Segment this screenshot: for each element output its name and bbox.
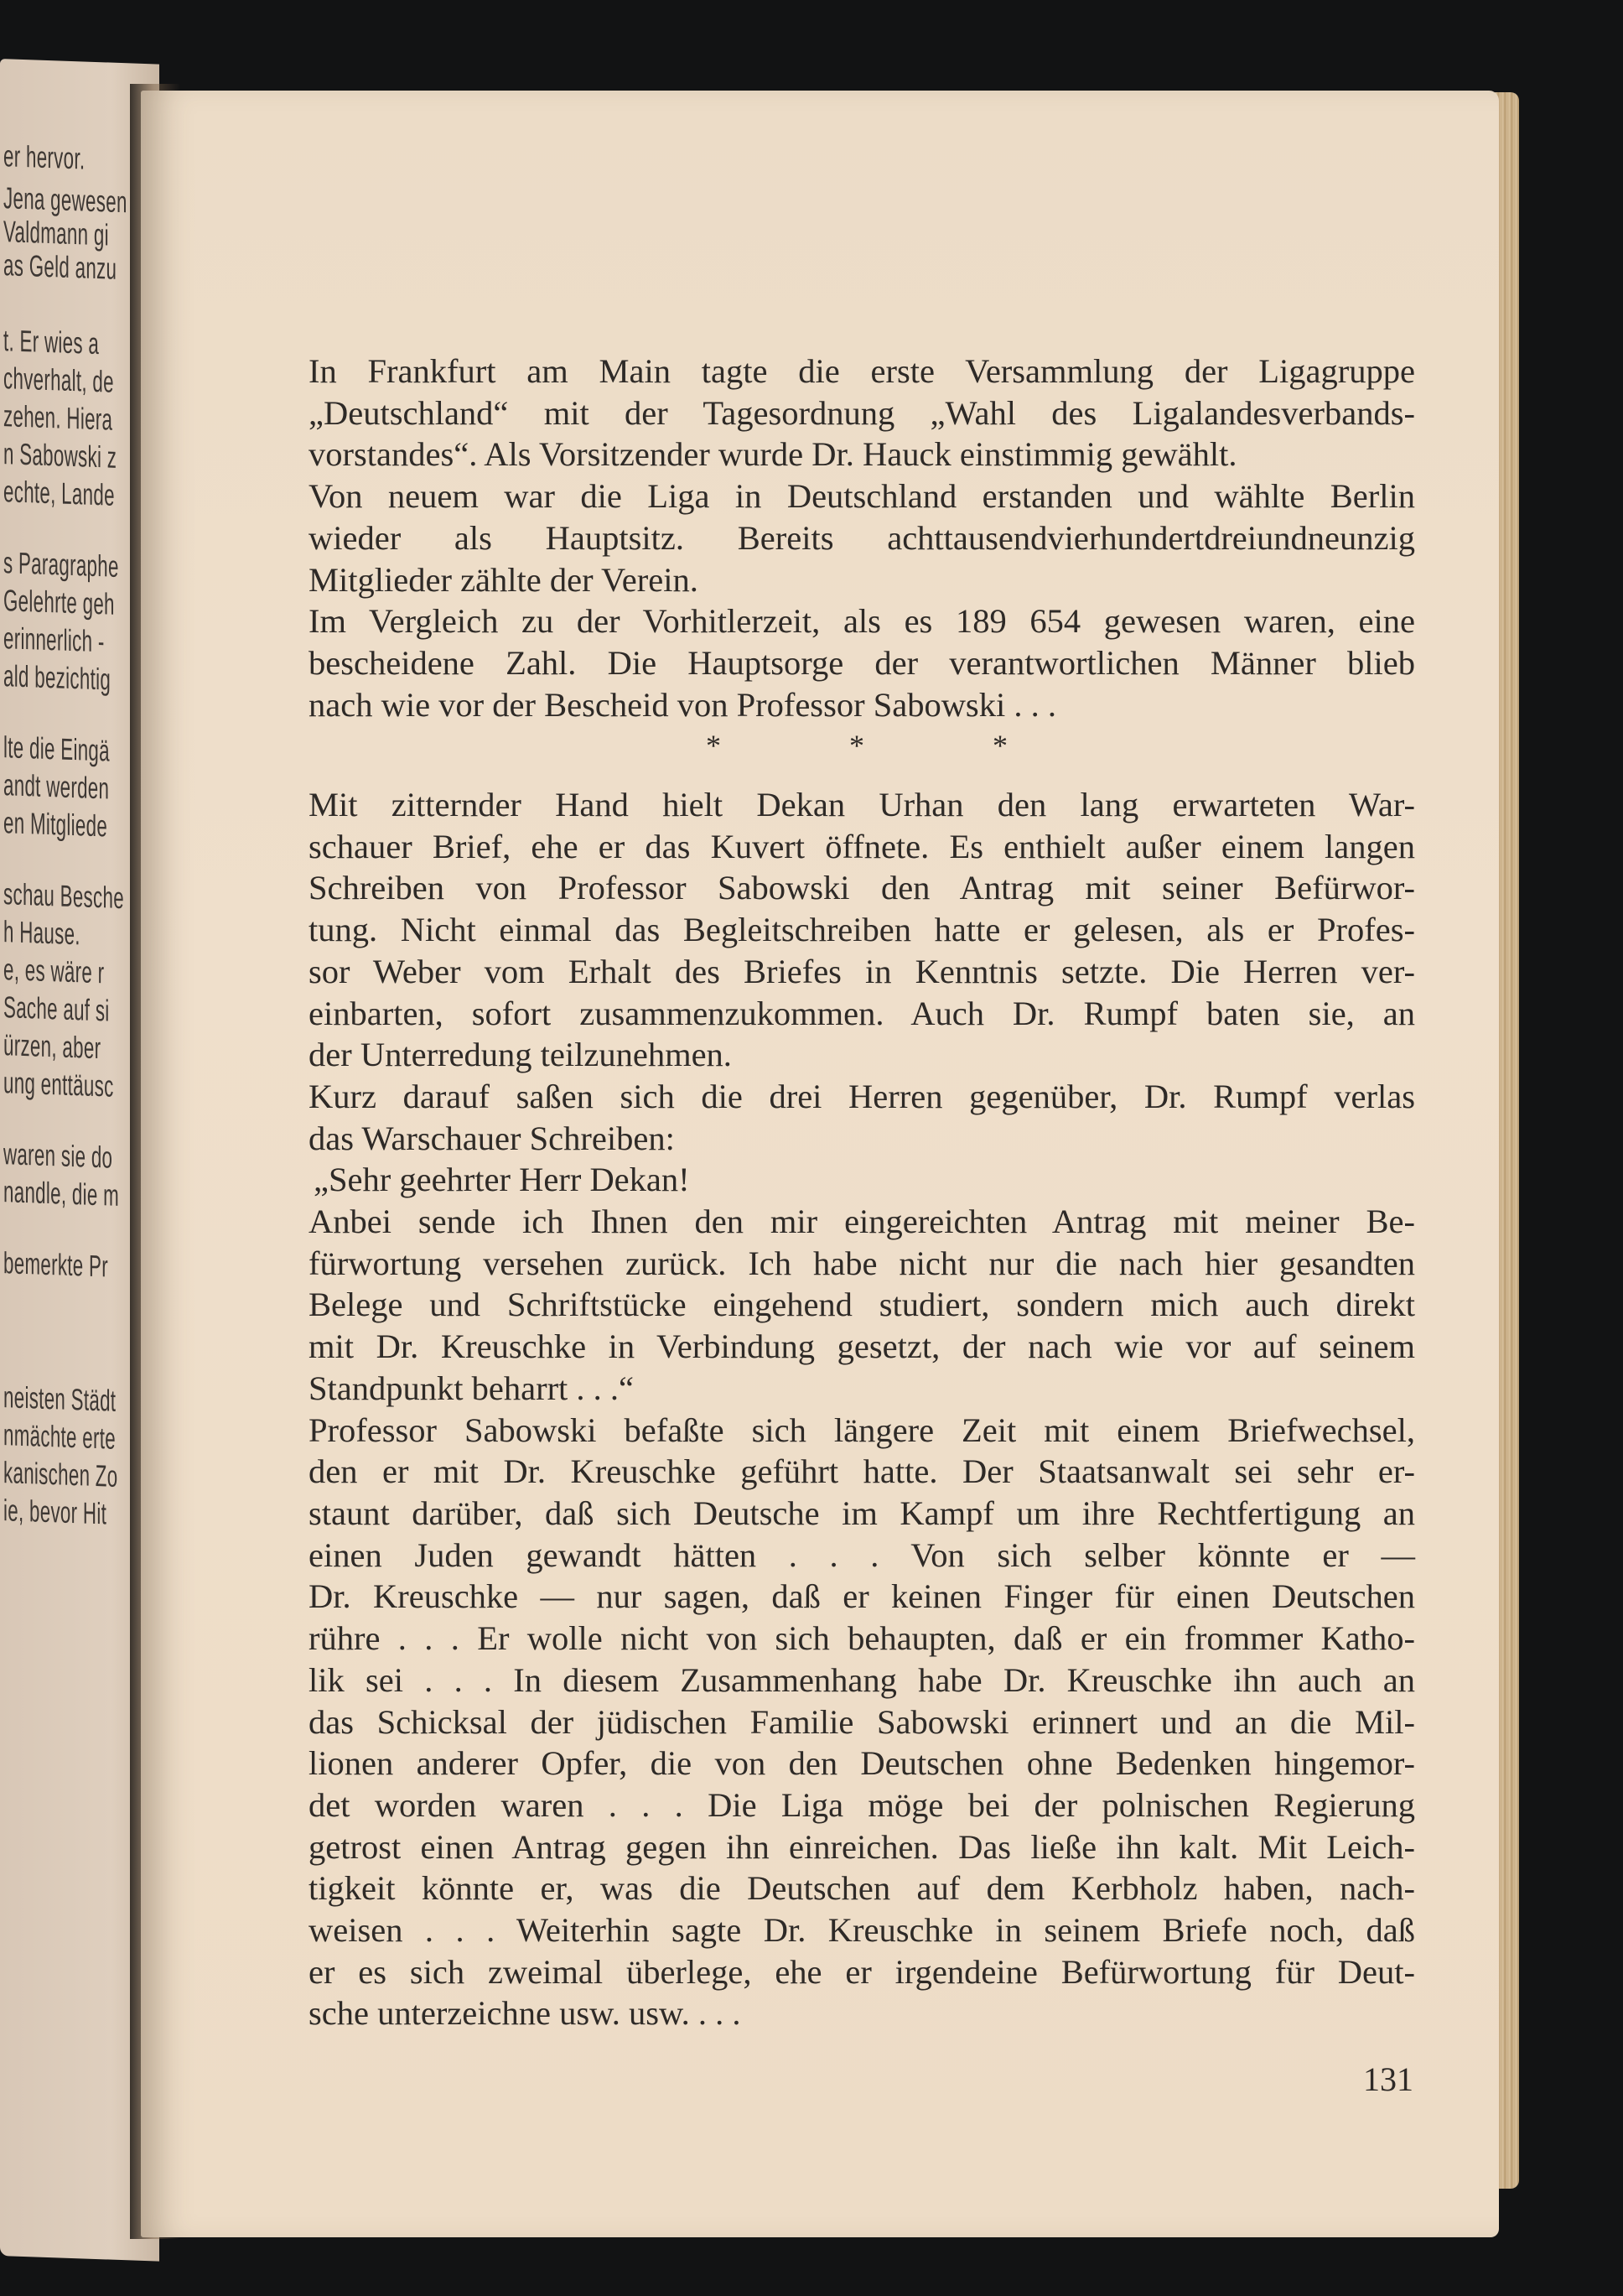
page-body xyxy=(309,351,1415,2034)
previous-page-line: Jena gewesen xyxy=(3,180,127,220)
paragraph-5 xyxy=(309,1076,1415,1159)
paragraph-6 xyxy=(309,1159,1415,1201)
current-page xyxy=(141,91,1499,2237)
previous-page-line: erinnerlich - xyxy=(3,621,105,659)
previous-page-line: kanischen Zo xyxy=(3,1455,118,1493)
previous-page-line: ürzen, aber xyxy=(3,1027,101,1066)
previous-page-text xyxy=(0,59,159,1531)
text-line: tigkeit könnte er, was die Deutschen auf dem Kerbholz haben, nach- xyxy=(309,1869,1415,1908)
previous-page-line: e, es wäre r xyxy=(3,952,105,990)
previous-page-line: echte, Lande xyxy=(3,474,115,512)
previous-page-line: zehen. Hiera xyxy=(3,398,113,437)
previous-page-line: ie, bevor Hit xyxy=(3,1493,107,1531)
paragraph-2 xyxy=(309,475,1415,600)
paragraph-8 xyxy=(309,1410,1415,2035)
text-line: rühre . . . Er wolle nicht von sich behaupten, daß er ein frommer Katho- xyxy=(309,1619,1415,1658)
previous-page-line: en Mitgliede xyxy=(3,805,108,844)
previous-page-line: chverhalt, de xyxy=(3,361,114,399)
previous-page-line: nandle, die m xyxy=(3,1174,120,1213)
previous-page-line: neisten Städt xyxy=(3,1379,117,1418)
previous-page-line: Gelehrte geh xyxy=(3,583,115,621)
text-line: Kurz darauf saßen sich die drei Herren gegenüber, Dr. Rumpf verlas xyxy=(309,1077,1415,1115)
text-line: tung. Nicht einmal das Begleitschreiben hatte er gelesen, als er Profes- xyxy=(309,911,1415,949)
previous-page-line: nmächte erte xyxy=(3,1417,116,1456)
text-line: Mit zitternder Hand hielt Dekan Urhan den lang erwarteten War- xyxy=(309,786,1415,824)
text-line: den er mit Dr. Kreuschke geführt hatte. Der Staatsanwalt sei sehr er- xyxy=(309,1452,1415,1491)
previous-page-line: s Paragraphe xyxy=(3,545,119,584)
text-line: lik sei . . . In diesem Zusammenhang habe Dr. Kreuschke ihn auch an xyxy=(309,1660,1415,1699)
previous-page-line: er hervor. xyxy=(3,138,86,176)
text-line: Standpunkt beharrt . . .“ xyxy=(309,1369,635,1407)
previous-page-line: Valdmann gi xyxy=(3,214,109,252)
text-line: das Warschauer Schreiben: xyxy=(309,1119,675,1157)
previous-page-line: h Hause. xyxy=(3,914,80,952)
paragraph-7 xyxy=(309,1201,1415,1410)
text-line: Belege und Schriftstücke eingehend studiert, sondern mich auch direkt xyxy=(309,1286,1415,1324)
text-line: In Frankfurt am Main tagte die erste Versammlung der Ligagruppe xyxy=(309,352,1415,390)
previous-page-line: t. Er wies a xyxy=(3,323,100,361)
previous-page-line: andt werden xyxy=(3,767,110,806)
text-line: er es sich zweimal überlege, ehe er irgendeine Befürwortung für Deut- xyxy=(309,1952,1415,1991)
text-line: sche unterzeichne usw. usw. . . . xyxy=(309,1994,741,2033)
text-line: einen Juden gewandt hätten . . . Von sich selber könnte er — xyxy=(309,1535,1415,1574)
text-line: Mitglieder zählte der Verein. xyxy=(309,560,698,599)
text-line: getrost einen Antrag gegen ihn einreichen. Das ließe ihn kalt. Mit Leich- xyxy=(309,1827,1415,1866)
text-line: Von neuem war die Liga in Deutschland erstanden und wählte Berlin xyxy=(309,477,1415,516)
text-line: lionen anderer Opfer, die von den Deutschen ohne Bedenken hingemor- xyxy=(309,1744,1415,1783)
text-line: „Deutschland“ mit der Tagesordnung „Wahl des Ligalandesverbands- xyxy=(309,393,1415,432)
text-line: Professor Sabowski befaßte sich längere Zeit mit einem Briefwechsel, xyxy=(309,1410,1415,1449)
previous-page-line: bemerkte Pr xyxy=(3,1245,108,1284)
paragraph-3 xyxy=(309,600,1415,725)
section-separator: * * * xyxy=(706,729,1068,763)
previous-page-line: schau Besche xyxy=(3,876,124,916)
paragraph-1 xyxy=(309,351,1415,475)
previous-page-line: n Sabowski z xyxy=(3,436,117,475)
previous-page-line: lte die Eingä xyxy=(3,730,110,768)
text-line: Dr. Kreuschke — nur sagen, daß er keinen Finger für einen Deutschen xyxy=(309,1577,1415,1616)
text-line: vorstandes“. Als Vorsitzender wurde Dr. Hauck einstimmig gewählt. xyxy=(309,435,1237,474)
text-line: schauer Brief, ehe er das Kuvert öffnete. Es enthielt außer einem langen xyxy=(309,827,1415,865)
text-line: staunt darüber, daß sich Deutsche im Kampf um ihre Rechtfertigung an xyxy=(309,1493,1415,1532)
text-line: fürwortung versehen zurück. Ich habe nicht nur die nach hier gesandten xyxy=(309,1244,1415,1282)
text-line: Anbei sende ich Ihnen den mir eingereichten Antrag mit meiner Be- xyxy=(309,1203,1415,1241)
text-line: mit Dr. Kreuschke in Verbindung gesetzt, der nach wie vor auf seinem xyxy=(309,1327,1415,1366)
text-line: det worden waren . . . Die Liga möge bei der polnischen Regierung xyxy=(309,1785,1415,1824)
previous-page-line: Sache auf si xyxy=(3,990,110,1028)
text-line: Schreiben von Professor Sabowski den Antrag mit seiner Befürwor- xyxy=(309,869,1415,907)
previous-page-line: as Geld anzu xyxy=(3,247,117,286)
text-line: der Unterredung teilzunehmen. xyxy=(309,1036,732,1074)
previous-page-line: waren sie do xyxy=(3,1136,113,1175)
text-line: bescheidene Zahl. Die Hauptsorge der verantwortlichen Männer blieb xyxy=(309,643,1415,682)
text-line: weisen . . . Weiterhin sagte Dr. Kreuschke in seinem Briefe noch, daß xyxy=(309,1911,1415,1950)
paragraph-4 xyxy=(309,784,1415,1076)
previous-page-line: ald bezichtig xyxy=(3,658,111,697)
text-line: Im Vergleich zu der Vorhitlerzeit, als es 189 654 gewesen waren, eine xyxy=(309,602,1415,641)
text-line: nach wie vor der Bescheid von Professor Sabowski . . . xyxy=(309,685,1056,724)
text-line: das Schicksal der jüdischen Familie Sabowski erinnert und an die Mil- xyxy=(309,1702,1415,1741)
page-number: 131 xyxy=(1363,2060,1413,2098)
text-line: einbarten, sofort zusammenzukommen. Auch Dr. Rumpf baten sie, an xyxy=(309,994,1415,1032)
previous-page-line: ung enttäusc xyxy=(3,1065,114,1104)
text-line: wieder als Hauptsitz. Bereits achttausendvierhundertdreiundneunzig xyxy=(309,518,1415,557)
text-line: „Sehr geehrter Herr Dekan! xyxy=(314,1161,690,1199)
text-line: sor Weber vom Erhalt des Briefes in Kenntnis setzte. Die Herren ver- xyxy=(309,952,1415,990)
